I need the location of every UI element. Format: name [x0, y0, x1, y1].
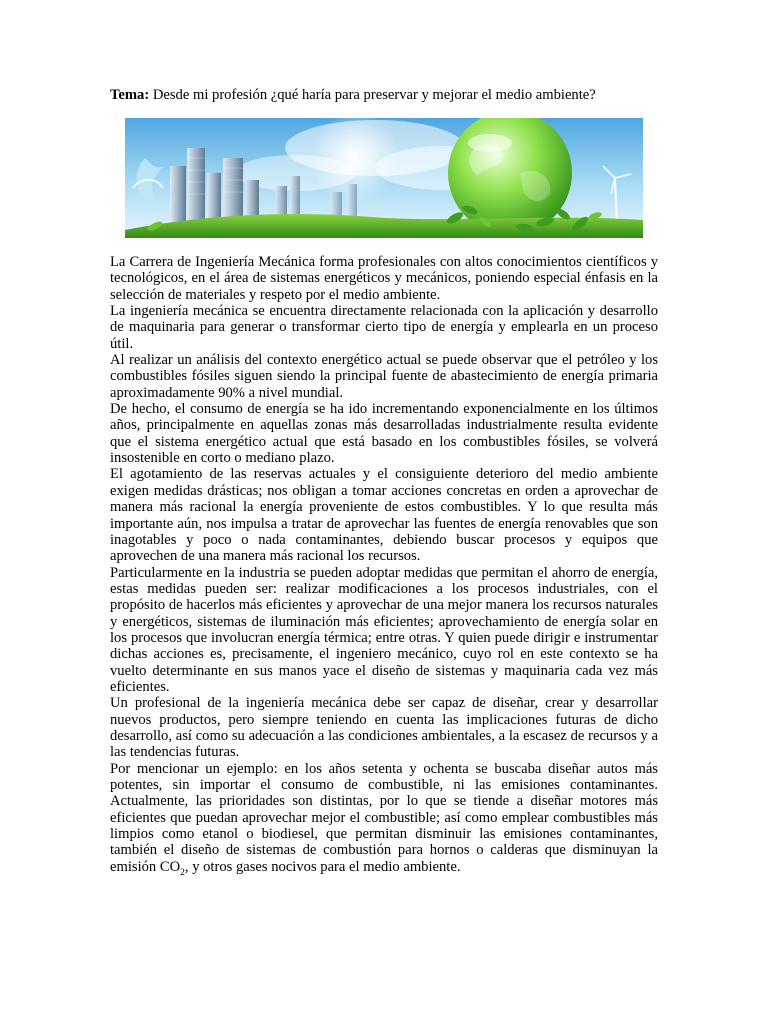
paragraph: Al realizar un análisis del contexto energético actual se puede observar que el petróleo y los combustibles fósiles siguen siendo la principal fuente de abastecimiento de energía primaria aproximadamente 90% a nivel mundial.: [110, 352, 658, 401]
paragraph-final: [110, 760, 658, 878]
paragraph: El agotamiento de las reservas actuales y el consiguiente deterioro del medio ambiente exigen medidas drásticas; nos obligan a tomar acciones concretas en orden a aprovechar de manera más racional la energía proveniente de estos combustibles. Y lo que resulta más importante aún, nos impulsa a tratar de aprovechar las fuentes de energía renovables que son inagotables y poco o nada contaminantes, debiendo buscar procesos y equipos que aprovechen de una manera más racional los recursos.: [110, 466, 658, 565]
banner-image: [125, 118, 643, 238]
paragraph: La ingeniería mecánica se encuentra directamente relacionada con la aplicación y desarrollo de maquinaria para generar o transformar cierto tipo de energía y emplearla en un proceso útil.: [110, 303, 658, 352]
final-text-after: , y otros gases nocivos para el medio ambiente.: [184, 858, 461, 875]
co2-subscript: 2: [180, 867, 185, 878]
paragraph: Un profesional de la ingeniería mecánica debe ser capaz de diseñar, crear y desarrollar nuevos productos, pero siempre teniendo en cuenta las implicaciones futuras de dicho desarrollo, así como su adecuación a las condiciones ambientales, a la escasez de recursos y a las tendencias futuras.: [110, 695, 658, 761]
final-text-before: Por mencionar un ejemplo: en los años setenta y ochenta se buscaba diseñar autos más potentes, sin importar el consumo de combustible, ni las emisiones contaminantes. Actualmente, las prioridades son distintas, por lo que se tiende a diseñar motores más eficientes que puedan aprovechar mejor el combustible; así como emplear combustibles más limpios como etanol o biodiesel, que permitan disminuir las emisiones contaminantes, también el diseño de sistemas de combustión para hornos o calderas que disminuyan la emisión CO: [110, 760, 658, 875]
document-title: [110, 86, 670, 104]
paragraph: Particularmente en la industria se pueden adoptar medidas que permitan el ahorro de energía, estas medidas pueden ser: realizar modificaciones a los procesos industriales, con el propósito de hacerlos más eficientes y aprovechar de una mejor manera los recursos naturales y energéticos, sistemas de iluminación más eficientes; aprovechamiento de energía solar en los procesos que involucran energía térmica; entre otras. Y quien puede dirigir e instrumentar dichas acciones es, precisamente, el ingeniero mecánico, cuyo rol en este contexto se ha vuelto determinante en sus manos yace el diseño de sistemas y maquinaria cada vez más eficientes.: [110, 564, 658, 695]
title-text: Desde mi profesión ¿qué haría para preservar y mejorar el medio ambiente?: [152, 87, 596, 103]
document-body: [110, 254, 658, 878]
title-label: Tema:: [110, 87, 150, 103]
paragraph: La Carrera de Ingeniería Mecánica forma profesionales con altos conocimientos científicos y tecnológicos, en el área de sistemas energéticos y mecánicos, poniendo especial énfasis en la selección de materiales y respeto por el medio ambiente.: [110, 254, 658, 303]
eco-city-globe-banner-image: [125, 118, 643, 238]
paragraph: De hecho, el consumo de energía se ha ido incrementando exponencialmente en los últimos años, principalmente en aquellas zonas más desarrolladas industrialmente resulta evidente que el sistema energético actual que está basado en los combustibles fósiles, se volverá insostenible en corto o mediano plazo.: [110, 401, 658, 467]
